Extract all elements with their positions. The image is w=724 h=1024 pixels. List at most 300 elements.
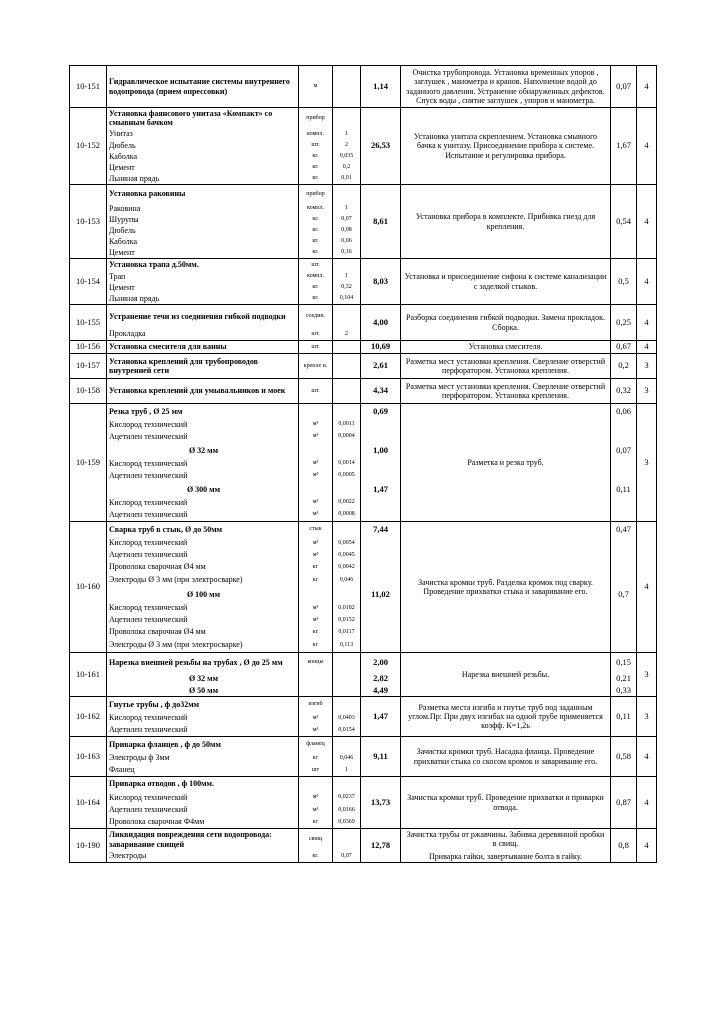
hours-cell: 0,58 — [611, 737, 637, 777]
table-row — [70, 697, 657, 737]
price-cell: 9,11 — [361, 737, 401, 777]
units-cell — [299, 66, 333, 108]
material-name: Проволока сварочная Ø4 мм — [109, 562, 206, 572]
quantities-cell — [333, 829, 361, 863]
quantities-cell — [333, 777, 361, 829]
material-name: Кислород технический — [109, 458, 188, 468]
description-text-2: Приварка гайки, завертывание болта в гайку. — [429, 852, 582, 862]
price-value — [361, 430, 400, 443]
description-cell: Установка и присоединение сифона к системе канализации с заделкой стыков. — [401, 259, 611, 305]
quantities-cell — [333, 697, 361, 737]
rank-cell: 3 — [637, 404, 657, 522]
unit-value: кг — [312, 818, 319, 825]
materials-cell — [107, 185, 299, 259]
price-cell: 8,61 — [361, 185, 401, 259]
quantity-value: 1 — [345, 205, 348, 212]
unit-value: м³ — [312, 806, 319, 813]
units-cell — [299, 354, 333, 379]
hours-value — [611, 638, 636, 652]
material-name: Цемент — [109, 247, 135, 257]
unit-value: фланец — [306, 741, 325, 748]
material-name: Проволока сварочная Ф4мм — [109, 817, 205, 827]
units-cell — [299, 185, 333, 259]
materials-cell — [107, 341, 299, 354]
material-name: Цемент — [109, 282, 135, 292]
materials-cell — [107, 305, 299, 341]
quantities-cell — [333, 185, 361, 259]
quantities-cell — [333, 259, 361, 305]
rank-cell: 4 — [637, 185, 657, 259]
materials-cell — [107, 259, 299, 305]
unit-value: м³ — [312, 714, 319, 721]
work-title: Установка фаянсового унитаза «Компакт» со смывным бачком — [109, 108, 273, 127]
quantity-value: 2 — [345, 330, 348, 337]
units-cell — [299, 829, 333, 863]
work-title: Приварка отводов , ф 100мм. — [109, 779, 214, 789]
quantity-value: 1 — [345, 766, 348, 773]
description-cell: Зачистка кромки труб. Насадка фланца. Проведение прихватки стыка со скосом кромок и заваривание его. — [401, 737, 611, 777]
hours-value: 0,47 — [616, 523, 631, 534]
row-code: 10-190 — [70, 829, 107, 863]
quantity-value: 0,0022 — [338, 499, 355, 506]
quantity-value — [333, 66, 360, 107]
materials-cell — [107, 354, 299, 379]
quantity-value: 0,104 — [339, 295, 354, 302]
diameter-label: Ø 50 мм — [188, 685, 219, 695]
hours-value — [611, 430, 636, 443]
table-row — [70, 653, 657, 697]
quantity-value: 2 — [345, 142, 348, 149]
quantity-value: 0,32 — [341, 284, 352, 291]
row-code: 10-152 — [70, 108, 107, 185]
hours-value — [611, 419, 636, 430]
material-name: Электроды Ø 3 мм (при электросварке) — [109, 640, 243, 650]
material-name: Прокладка — [109, 329, 146, 339]
price-cell: 1,14 — [361, 66, 401, 108]
hours-cell — [611, 653, 637, 697]
unit-value: кг — [312, 563, 319, 570]
units-cell — [299, 259, 333, 305]
quantities-cell — [333, 354, 361, 379]
materials-cell — [107, 522, 299, 653]
work-title: Устранение течи из соединения гибкой подводки — [109, 311, 286, 321]
quantities-cell — [333, 522, 361, 653]
material-name: Унитаз — [109, 129, 133, 139]
unit-value: м³ — [312, 604, 319, 611]
quantity-value: 0,0011 — [338, 421, 355, 428]
unit-value: м³ — [312, 726, 319, 733]
hours-value: 0,07 — [616, 444, 631, 455]
description-cell — [401, 829, 611, 863]
hours-value — [611, 508, 636, 521]
unit-value: крепле н. — [303, 362, 328, 369]
rank-cell: 4 — [637, 108, 657, 185]
hours-cell: 0,8 — [611, 829, 637, 863]
unit-value: кг. — [312, 249, 319, 256]
hours-value: 0,33 — [616, 685, 631, 695]
quantity-value — [333, 829, 360, 850]
price-value — [361, 626, 400, 638]
unit-value: м³ — [312, 616, 319, 623]
quantity-value: 0,2 — [342, 164, 351, 171]
units-cell — [299, 777, 333, 829]
quantity-value: 0,0403 — [338, 714, 355, 721]
price-cell: 13,73 — [361, 777, 401, 829]
work-title: Установка раковины — [109, 189, 186, 199]
unit-value: стык — [309, 526, 322, 533]
quantity-value: 0,0152 — [338, 616, 355, 623]
work-title: Приварка фланцев , ф до 50мм — [109, 739, 221, 749]
price-value: 7,44 — [373, 523, 388, 534]
price-cell: 10,69 — [361, 341, 401, 354]
material-name: Дюбель — [109, 140, 136, 150]
quantity-value — [333, 685, 360, 696]
price-value — [361, 497, 400, 508]
row-code: 10-154 — [70, 259, 107, 305]
quantity-value: 0,0004 — [338, 433, 355, 440]
quantity-value — [333, 354, 360, 378]
unit-value: кг. — [312, 852, 319, 859]
quantities-cell — [333, 737, 361, 777]
unit-value: шт. — [311, 387, 320, 394]
materials-cell — [107, 108, 299, 185]
price-value — [361, 469, 400, 482]
unit-value: прибор — [306, 114, 325, 121]
row-code: 10-160 — [70, 522, 107, 653]
unit-value: кг — [312, 576, 319, 583]
hours-cell: 0,54 — [611, 185, 637, 259]
row-code: 10-159 — [70, 404, 107, 522]
unit-value: м³ — [312, 511, 319, 518]
quantity-value: 0,0166 — [338, 806, 355, 813]
quantity-value — [333, 305, 360, 328]
unit-value: м³ — [312, 539, 319, 546]
unit-value — [299, 443, 332, 458]
hours-value: 0,11 — [616, 483, 631, 494]
materials-cell — [107, 829, 299, 863]
units-cell — [299, 653, 333, 697]
material-name: Трап — [109, 271, 126, 281]
materials-cell — [107, 697, 299, 737]
row-code: 10-162 — [70, 697, 107, 737]
price-value: 4,49 — [373, 685, 388, 695]
table-row — [70, 305, 657, 341]
unit-value — [299, 777, 332, 791]
material-name: Каболка — [109, 236, 138, 246]
hours-cell: 0,32 — [611, 379, 637, 404]
unit-value — [299, 672, 332, 685]
quantity-value — [333, 379, 360, 403]
quantity-value — [333, 522, 360, 537]
norms-table — [69, 65, 657, 863]
price-value: 2,82 — [373, 672, 388, 683]
price-value — [361, 614, 400, 626]
table-row — [70, 341, 657, 354]
quantity-value: 0,046 — [339, 754, 354, 761]
rank-cell: 3 — [637, 354, 657, 379]
description-cell: Разметка места изгиба и гнутье труб под заданным углом.Пр: При двух изгибах на одной трубе применяется коэфф. К=1,2ь — [401, 697, 611, 737]
unit-value: кг. — [312, 175, 319, 182]
hours-value — [611, 626, 636, 638]
material-name: Проволока сварочная Ø4 мм — [109, 627, 206, 637]
quantity-value — [333, 443, 360, 458]
description-cell: Разметка мест установки крепления. Сверление отверстий перфоратором. Установка крепления. — [401, 354, 611, 379]
work-title: Сварка труб в стык, Ø до 50мм — [109, 524, 223, 534]
hours-value — [611, 537, 636, 549]
quantity-value — [333, 108, 360, 128]
quantity-value — [333, 587, 360, 602]
rank-cell: 3 — [637, 379, 657, 404]
rank-cell: 4 — [637, 259, 657, 305]
unit-value: шт. — [311, 142, 320, 149]
description-cell: Разметка мест установки крепления. Сверление отверстий перфоратором. Установка крепления. — [401, 379, 611, 404]
unit-value: шт — [311, 766, 320, 773]
rank-cell: 4 — [637, 522, 657, 653]
quantity-value: 0,06 — [341, 238, 352, 245]
unit-value: прибор — [306, 190, 325, 197]
table-row — [70, 777, 657, 829]
price-cell: 12,78 — [361, 829, 401, 863]
hours-cell: 0,11 — [611, 697, 637, 737]
description-cell: Очистка трубопровода. Установка временных упоров , заглушек , манометра и кранов. Наполнение водой до заданного давления. Устранение обнаруженных дефектов. Спуск воды , снятие заглушек , упоров и манометра. — [401, 66, 611, 108]
quantity-value — [333, 653, 360, 672]
hours-value — [611, 458, 636, 469]
material-name: Электроды — [109, 851, 147, 861]
units-cell — [299, 341, 333, 354]
quantity-value: 0,16 — [341, 249, 352, 256]
hours-cell — [611, 522, 637, 653]
units-cell — [299, 379, 333, 404]
price-value — [361, 537, 400, 549]
unit-value: кг. — [312, 164, 319, 171]
price-cell — [361, 404, 401, 522]
description-cell: Установка смесителя. — [401, 341, 611, 354]
quantity-value: 0,046 — [339, 576, 354, 583]
quantity-value: 0,0054 — [338, 539, 355, 546]
quantity-value — [333, 185, 360, 203]
quantities-cell — [333, 341, 361, 354]
table-row — [70, 108, 657, 185]
rank-cell: 4 — [637, 305, 657, 341]
rank-cell: 3 — [637, 697, 657, 737]
hours-cell: 0,5 — [611, 259, 637, 305]
material-name: Кислород технический — [109, 538, 188, 548]
price-cell — [361, 522, 401, 653]
quantity-value: 0,07 — [341, 216, 352, 223]
diameter-label: Ø 32 мм — [188, 673, 219, 683]
quantities-cell — [333, 108, 361, 185]
price-value — [361, 549, 400, 561]
row-code: 10-156 — [70, 341, 107, 354]
material-name: Ацетилен технический — [109, 725, 188, 735]
unit-value: компл. — [307, 273, 324, 280]
unit-value: кг. — [312, 295, 319, 302]
unit-value: кг. — [312, 227, 319, 234]
units-cell — [299, 404, 333, 522]
unit-value — [299, 404, 332, 419]
hours-value: 0,15 — [616, 656, 631, 667]
hours-cell: 0,87 — [611, 777, 637, 829]
price-value — [361, 602, 400, 614]
row-code: 10-153 — [70, 185, 107, 259]
price-cell: 26,53 — [361, 108, 401, 185]
price-value — [361, 508, 400, 521]
unit-value: концы — [307, 659, 324, 666]
hours-value: 0,7 — [618, 588, 629, 599]
hours-value — [611, 497, 636, 508]
quantity-value: 0,0154 — [338, 726, 355, 733]
diameter-label: Ø 32 мм — [188, 445, 219, 455]
unit-value: свищ — [308, 836, 323, 843]
material-name: Ацетилен технический — [109, 615, 188, 625]
quantity-value: 0,0014 — [338, 460, 355, 467]
units-cell — [299, 697, 333, 737]
price-cell: 4,34 — [361, 379, 401, 404]
quantity-value: 0,01 — [341, 175, 352, 182]
price-value — [361, 638, 400, 652]
unit-value: изгиб — [308, 701, 323, 708]
hours-cell: 1,67 — [611, 108, 637, 185]
material-name: Ацетилен технический — [109, 805, 188, 815]
description-cell: Разметка и резка труб. — [401, 404, 611, 522]
hours-value — [611, 614, 636, 626]
material-name: Электроды Ø 3 мм (при электросварке) — [109, 575, 243, 585]
row-code: 10-157 — [70, 354, 107, 379]
rank-cell: 4 — [637, 777, 657, 829]
hours-cell: 0,25 — [611, 305, 637, 341]
hours-cell: 0,67 — [611, 341, 637, 354]
units-cell — [299, 305, 333, 341]
quantity-value: 0,0042 — [338, 563, 355, 570]
price-cell: 1,47 — [361, 697, 401, 737]
description-cell: Нарезка внешней резьбы. — [401, 653, 611, 697]
price-value — [361, 458, 400, 469]
unit-value — [299, 685, 332, 696]
row-code: 10-158 — [70, 379, 107, 404]
quantities-cell — [333, 379, 361, 404]
table-row — [70, 379, 657, 404]
material-name: Фланец — [109, 765, 135, 775]
price-value — [361, 419, 400, 430]
diameter-label: Ø 100 мм — [186, 589, 221, 599]
quantity-value: 0,0117 — [338, 628, 355, 635]
description-cell: Зачистка кромки труб. Разделка кромок под сварку. Проведение прихватки стыка и заваривание его. — [401, 522, 611, 653]
quantity-value: 1 — [345, 130, 348, 137]
materials-cell — [107, 737, 299, 777]
price-cell: 4,00 — [361, 305, 401, 341]
quantities-cell — [333, 404, 361, 522]
quantity-value — [333, 737, 360, 752]
hours-value: 0,06 — [616, 405, 631, 416]
price-value — [361, 573, 400, 587]
quantity-value: 0,0045 — [338, 551, 355, 558]
price-value: 2,00 — [373, 656, 388, 667]
unit-value: м³ — [312, 421, 319, 428]
unit-value: шт. — [311, 261, 320, 268]
quantities-cell — [333, 305, 361, 341]
work-title: Установка креплений для умывальников и моек — [109, 386, 286, 396]
unit-value: шт. — [311, 343, 320, 350]
material-name: Ацетилен технический — [109, 470, 188, 480]
table-row — [70, 354, 657, 379]
hours-cell — [611, 404, 637, 522]
units-cell — [299, 522, 333, 653]
hours-value — [611, 573, 636, 587]
quantity-value — [333, 777, 360, 791]
unit-value — [299, 587, 332, 602]
rank-cell: 3 — [637, 653, 657, 697]
table-row — [70, 404, 657, 522]
diameter-label: Ø 300 мм — [186, 484, 221, 494]
quantity-value — [333, 672, 360, 685]
row-code: 10-151 — [70, 66, 107, 108]
hours-cell: 0,07 — [611, 66, 637, 108]
material-name: Цемент — [109, 162, 135, 172]
price-value: 1,47 — [373, 483, 388, 494]
unit-value: м³ — [312, 551, 319, 558]
row-code: 10-164 — [70, 777, 107, 829]
hours-value — [611, 469, 636, 482]
hours-value — [611, 602, 636, 614]
units-cell — [299, 737, 333, 777]
material-name: Ацетилен технический — [109, 509, 188, 519]
work-title: Установка трапа д.50мм. — [109, 260, 199, 270]
material-name: Каболка — [109, 151, 138, 161]
work-title: Ликвидация повреждения сети водопровода: заваривание свищей — [109, 830, 272, 849]
unit-value: м³ — [312, 499, 319, 506]
unit-value: компл. — [307, 205, 324, 212]
unit-value: м³ — [312, 460, 319, 467]
description-cell: Зачистка кромки труб. Проведение прихватки и приварки отвода. — [401, 777, 611, 829]
hours-cell: 0,2 — [611, 354, 637, 379]
price-cell: 8,03 — [361, 259, 401, 305]
price-value: 11,02 — [371, 588, 390, 599]
description-cell: Установка унитаза скреплением. Установка смывного бачка к унитазу. Присоединение прибора к системе. Испытание и регулировка прибора. — [401, 108, 611, 185]
table-row — [70, 66, 657, 108]
rank-cell: 4 — [637, 341, 657, 354]
price-cell: 2,61 — [361, 354, 401, 379]
unit-value: шт. — [311, 330, 320, 337]
material-name: Раковина — [109, 203, 141, 213]
rank-cell: 4 — [637, 66, 657, 108]
unit-value: м — [313, 83, 318, 90]
row-code: 10-161 — [70, 653, 107, 697]
unit-value: кг. — [312, 284, 319, 291]
unit-value: кг. — [312, 153, 319, 160]
quantity-value — [333, 341, 360, 353]
materials-cell — [107, 653, 299, 697]
unit-value: кг. — [312, 238, 319, 245]
quantity-value — [333, 482, 360, 497]
unit-value — [299, 482, 332, 497]
work-title: Гнутье трубы , ф до32мм — [109, 699, 200, 709]
price-value — [361, 561, 400, 573]
material-name: Ацетилен технический — [109, 431, 188, 441]
table-row — [70, 185, 657, 259]
work-title: Гидравлическое испытание системы внутреннего водопровода (прием опрессовки) — [109, 77, 290, 96]
table-row — [70, 737, 657, 777]
quantity-value: 1 — [345, 273, 348, 280]
unit-value: м³ — [312, 433, 319, 440]
work-title: Нарезка внешней резьбы на трубах , Ø до 25 мм — [109, 657, 283, 667]
unit-value: кг. — [312, 216, 319, 223]
material-name: Ацетилен технический — [109, 550, 188, 560]
unit-value: соедин. — [305, 313, 326, 320]
quantity-value: 0,0237 — [338, 794, 355, 801]
unit-value: кг — [312, 754, 319, 761]
unit-value: кг — [312, 641, 319, 648]
unit-value: м³ — [312, 472, 319, 479]
